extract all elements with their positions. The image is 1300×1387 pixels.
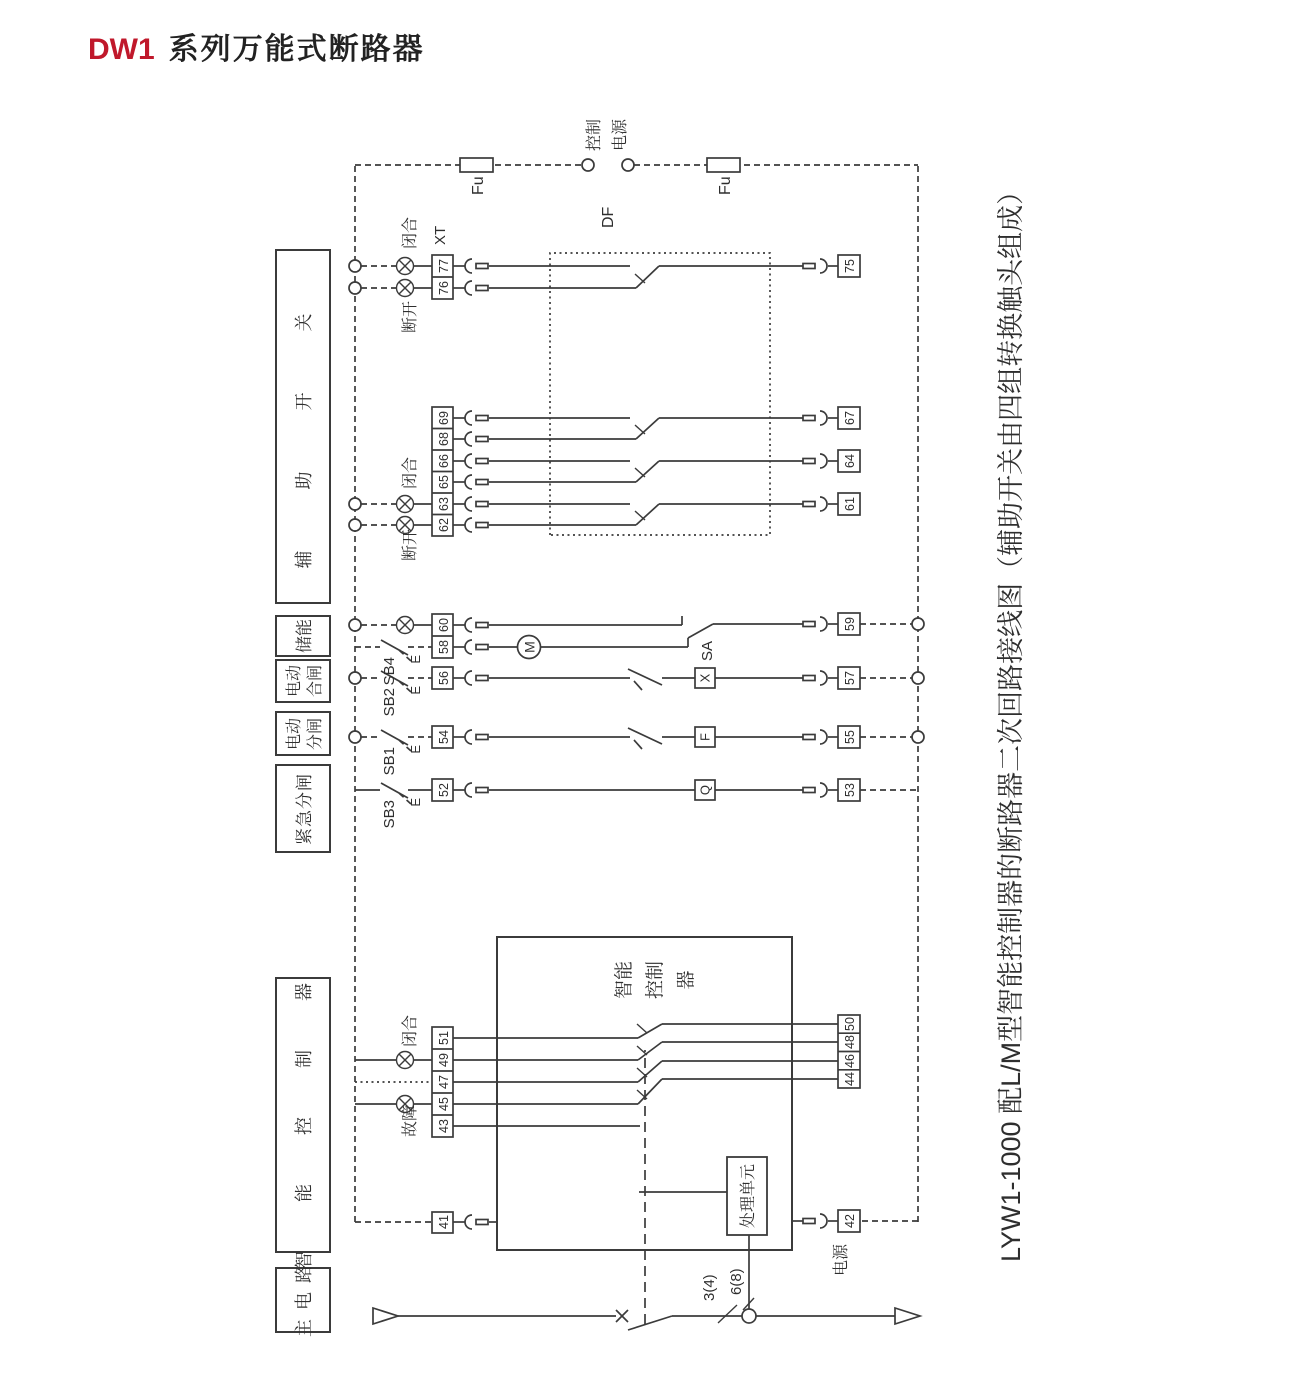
plug-connector-icon: [465, 671, 488, 685]
terminal-number: 59: [843, 617, 857, 631]
section-label-motor-close-2: 合闸: [307, 664, 324, 698]
series-code: DW1: [88, 33, 155, 66]
plug-connector-icon: [465, 281, 488, 295]
controller: [453, 937, 838, 1324]
terminal-number: 47: [437, 1075, 451, 1089]
supply-label: 电源: [833, 1243, 850, 1277]
plug-connector-icon: [465, 497, 488, 511]
bus-plug-icon: [912, 618, 924, 630]
terminal-number: 49: [437, 1053, 451, 1067]
sa-label: SA: [699, 640, 716, 661]
terminal-number: 64: [843, 454, 857, 468]
page-title: [88, 24, 425, 68]
plug-connector-icon: [465, 475, 488, 489]
terminal-number: 54: [437, 730, 451, 744]
controller-name-3: 器: [676, 970, 697, 990]
rotated-diagram-wrapper: [268, 100, 1040, 1345]
plug-connector-icon: [803, 411, 827, 425]
open-lamp-label: 断开: [402, 529, 419, 562]
lamp-icon: [397, 1052, 414, 1069]
closed-lamp-label: 闭合: [402, 216, 419, 249]
terminal-number: 52: [437, 783, 451, 797]
terminal-number: 44: [843, 1072, 857, 1086]
sensor-tap-icon: [742, 1309, 756, 1323]
pushbuttons: [349, 640, 432, 828]
terminal-number: 53: [843, 783, 857, 797]
output-terminals: [832, 255, 860, 1276]
plug-connector-icon: [803, 259, 827, 273]
control-power-label-2: 电源: [612, 118, 629, 151]
plug-connector-icon: [465, 783, 488, 797]
sb1-label: SB1: [381, 747, 398, 776]
plug-connector-icon: [803, 454, 827, 468]
terminal-number: 66: [437, 454, 451, 468]
section-label-motor-open-2: 分闸: [307, 717, 324, 751]
control-power-terminal-icon: [622, 159, 634, 171]
plug-connector-icon: [465, 640, 488, 654]
coil-f-label: F: [697, 733, 713, 741]
plug-connector-icon: [803, 1214, 827, 1228]
terminal-number: 57: [843, 671, 857, 685]
terminal-number: 63: [437, 497, 451, 511]
terminal-number: 61: [843, 497, 857, 511]
bus-plug-icon: [349, 519, 361, 531]
controller-name-2: 控制: [645, 960, 666, 1000]
aux-changeover-contacts: [635, 266, 659, 525]
busbar-arrow-icon: [373, 1308, 398, 1324]
terminal-number: 69: [437, 411, 451, 425]
plug-connector-icon: [465, 518, 488, 532]
section-label-main: 主 电 路: [294, 1262, 314, 1338]
plug-connector-icon: [803, 783, 827, 797]
terminal-number: 68: [437, 432, 451, 446]
terminal-number: 55: [843, 730, 857, 744]
terminal-number: 48: [843, 1035, 857, 1049]
pushbutton-actuator-label: E: [408, 655, 423, 664]
diagram-canvas: [268, 100, 1040, 1345]
control-power: [460, 118, 740, 195]
bus-plug-icon: [912, 731, 924, 743]
xt-terminal-strips: [432, 226, 453, 1233]
busbar-arrow-icon: [895, 1308, 920, 1324]
fuse-icon: [460, 158, 493, 172]
lamp-icon: [397, 496, 414, 513]
pushbutton-actuator-label: E: [408, 745, 423, 754]
terminal-number: 50: [843, 1017, 857, 1031]
section-label-charge: 储能: [295, 619, 314, 653]
terminal-number: 62: [437, 518, 451, 532]
terminal-number: 76: [437, 281, 451, 295]
terminal-number: 41: [437, 1215, 451, 1229]
control-power-label-1: 控制: [586, 118, 603, 151]
pushbutton-actuator-label: E: [408, 798, 423, 807]
plug-connector-icon: [803, 671, 827, 685]
sb4-label: SB4: [381, 657, 398, 686]
main-contact-blade: [628, 1316, 672, 1330]
closed-lamp-label: 闭合: [402, 456, 419, 489]
bus-plug-icon: [349, 672, 361, 684]
pushbutton-actuator-label: E: [408, 686, 423, 695]
section-label-controller: 智 能 控 制 器: [294, 960, 314, 1270]
plug-connector-icon: [465, 411, 488, 425]
diagram-caption: LYW1-1000 配L/M型智能控制器的断路器二次回路接线图（辅助开关由四组转换触头组成）: [996, 177, 1026, 1262]
sb3-label: SB3: [381, 800, 398, 829]
bus-plug-icon: [349, 260, 361, 272]
section-label-emergency-open: 紧急分闸: [295, 773, 314, 845]
terminal-number: 77: [437, 259, 451, 273]
df-contact-box: [550, 253, 770, 535]
bottom-bus-drops: [860, 618, 924, 790]
control-power-terminal-icon: [582, 159, 594, 171]
bus-plug-icon: [349, 498, 361, 510]
bus-plug-icon: [912, 672, 924, 684]
terminal-number: 75: [843, 259, 857, 273]
terminal-number: 43: [437, 1119, 451, 1133]
section-label-motor-open-1: 电动: [286, 717, 303, 751]
bus-plug-icon: [349, 282, 361, 294]
plug-connector-icon: [465, 454, 488, 468]
plug-connector-icon: [465, 1215, 488, 1229]
plug-connector-icon: [803, 497, 827, 511]
plug-connector-icon: [465, 259, 488, 273]
terminal-number: 42: [843, 1214, 857, 1228]
controller-position-contacts: [637, 1024, 662, 1104]
bottom-connectors: [803, 259, 838, 1228]
circuit-wires: [453, 259, 803, 1229]
series-name: 系列万能式断路器: [168, 33, 425, 66]
wire-mark-3-4: 3(4): [701, 1274, 718, 1301]
plug-connector-icon: [465, 432, 488, 446]
terminal-number: 46: [843, 1054, 857, 1068]
closed-lamp-label: 闭合: [402, 1014, 419, 1047]
open-lamp-label: 断开: [402, 301, 419, 334]
terminal-number: 67: [843, 411, 857, 425]
terminal-number: 56: [437, 671, 451, 685]
terminal-number: 58: [437, 640, 451, 654]
fuse-icon: [707, 158, 740, 172]
xt-label: XT: [432, 225, 449, 245]
sa-contact-blade: [688, 624, 713, 638]
terminal-number: 45: [437, 1097, 451, 1111]
controller-name-1: 智能: [614, 960, 635, 1000]
lamp-icon: [397, 258, 414, 275]
df-label: DF: [600, 206, 617, 228]
bus-plug-icon: [349, 619, 361, 631]
motor-label: M: [521, 641, 538, 653]
terminal-number: 65: [437, 475, 451, 489]
processing-unit-label: 处理单元: [740, 1163, 757, 1229]
sb2-label: SB2: [381, 688, 398, 717]
fuse-label: Fu: [470, 176, 487, 195]
fault-lamp-label: 故障: [402, 1105, 419, 1138]
section-boxes: [276, 250, 330, 1337]
contact-icon: [628, 728, 662, 749]
coil-q-label: Q: [697, 784, 713, 796]
lamp-icon: [397, 280, 414, 297]
section-label-aux-switch: 辅 助 开 关: [294, 285, 314, 569]
section-label-motor-close-1: 电动: [286, 664, 303, 698]
plug-connector-icon: [803, 730, 827, 744]
lamp-icon: [397, 617, 414, 634]
plug-connector-icon: [465, 730, 488, 744]
coil-x-label: X: [697, 673, 713, 683]
bus-plug-icon: [349, 731, 361, 743]
plug-connector-icon: [803, 617, 827, 631]
wiring-diagram: [268, 100, 1040, 1345]
terminal-number: 60: [437, 618, 451, 632]
plug-connector-icon: [465, 618, 488, 632]
wire-mark-6-8: 6(8): [728, 1268, 745, 1295]
terminal-number: 51: [437, 1031, 451, 1045]
fuse-label: Fu: [717, 176, 734, 195]
contact-icon: [628, 669, 662, 690]
